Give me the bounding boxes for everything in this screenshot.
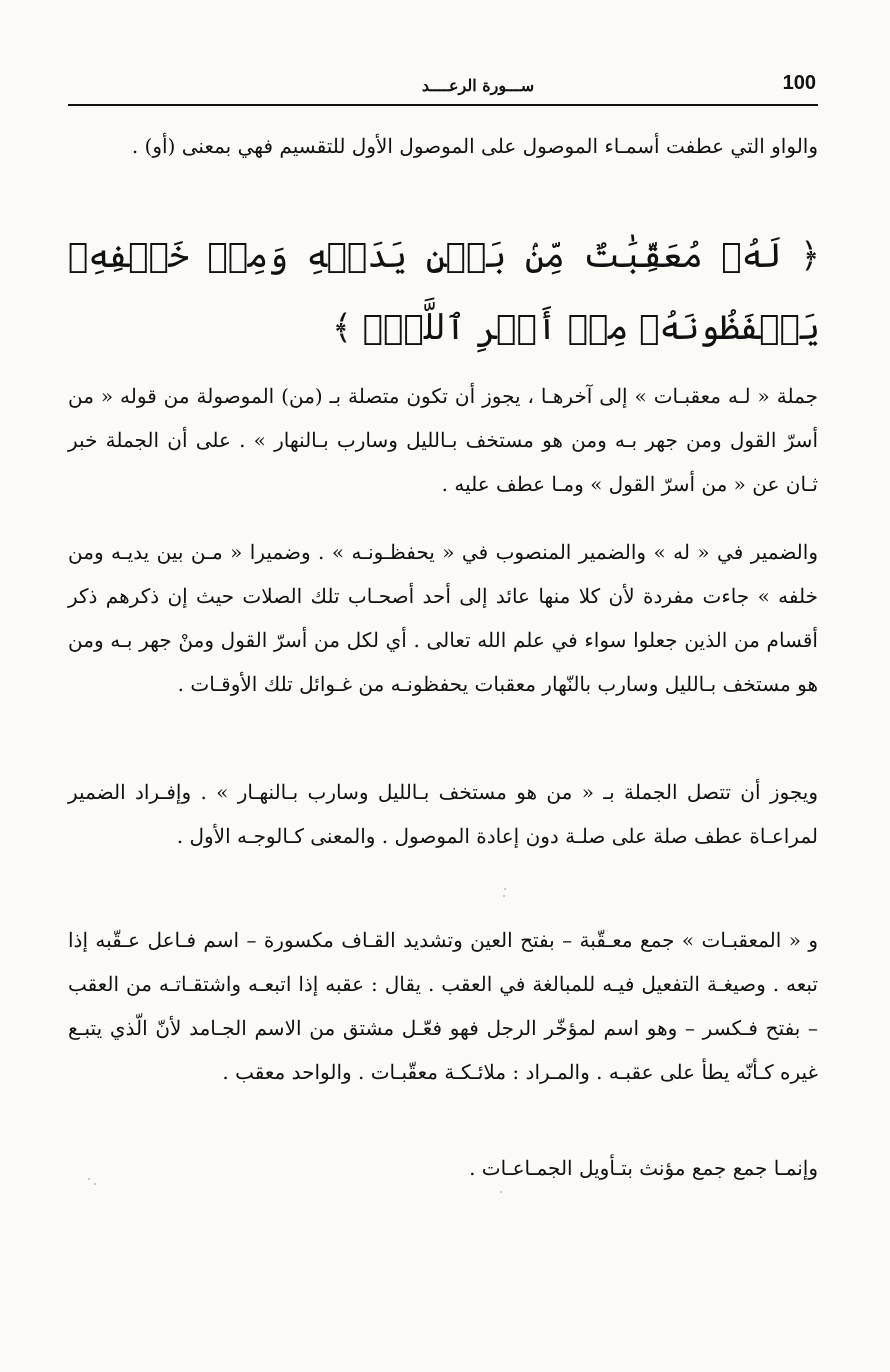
page-header [68, 70, 818, 108]
scan-speck [94, 1183, 96, 1185]
quran-verse: ﴿ لَهُۥ مُعَقِّبَٰتٌ مِّنۢ بَيۡنِ يَدَيۡهِ وَمِنۡ خَلۡفِهِۦ يَحۡفَظُونَهُۥ مِنۡ أَمۡرِ ٱللَّهِۗ ﴾ [68, 236, 820, 348]
paragraph-6: وإنمـا جمع جمع مؤنث بتـأويل الجمـاعـات . [469, 1156, 818, 1180]
paragraph-2: جملة « لـه معقبـات » إلى آخرهـا ، يجوز أن تكون متصلة بـ (من) الموصولة من قوله « من أسرّ القول ومن جهر بـه ومن هو مستخف بـالليل وسارب بـالنهار » . على أن الجملة خبر ثـان عن « من أسرّ القول » ومـا عطف عليه . [68, 384, 818, 496]
scan-speck [500, 1191, 502, 1193]
page-number: 100 [782, 72, 816, 94]
paragraph-5: و « المعقبـات » جمع معـقّبة – بفتح العين وتشديد القـاف مكسورة – اسم فـاعل عـقّبه إذا تبعه . وصيغـة التفعيل فيـه للمبالغة في العقب . يقال : عقبه إذا اتبعـه واشتقـاتـه من العقب – بفتح فـكسر – وهو اسم لمؤخّر الرجل فهو فعّـل مشتق من الاسم الجـامد لأنّ الّذي يتبـع غيره كـأنّه يطأ على عقبـه . والمـراد : ملائـكـة معقّبـات . والواحد معقب . [68, 928, 818, 1084]
paragraph-1: والواو التي عطفت أسمـاء الموصول على الموصول الأول للتقسيم فهي بمعنى (أو) . [131, 134, 818, 158]
scan-speck [504, 888, 506, 890]
surah-title: ســـورة الرعــــد [421, 76, 535, 95]
scan-speck [503, 895, 505, 897]
header-rule [68, 104, 818, 106]
scan-speck [88, 1178, 90, 1180]
paragraph-4: ويجوز أن تتصل الجملة بـ « من هو مستخف بـالليل وسارب بـالنهـار » . وإفـراد الضمير لمراعـاة عطف صلة على صلـة دون إعادة الموصول . والمعنى كـالوجـه الأول . [68, 780, 818, 848]
paragraph-3: والضمير في « له » والضمير المنصوب في « يحفظـونـه » . وضميرا « مـن بين يديـه ومن خلفه » جاءت مفردة لأن كلا منها عائد إلى أحد أصحـاب تلك الصلات حيث إن ذكرهم ذكر أقسام من الذين جعلوا سواء في علم الله تعالى . أي لكل من أسرّ القول ومنْ جهر بـه ومن هو مستخف بـالليل وسارب بالنّهار معقبات يحفظونـه من غـوائل تلك الأوقـات . [68, 540, 818, 696]
